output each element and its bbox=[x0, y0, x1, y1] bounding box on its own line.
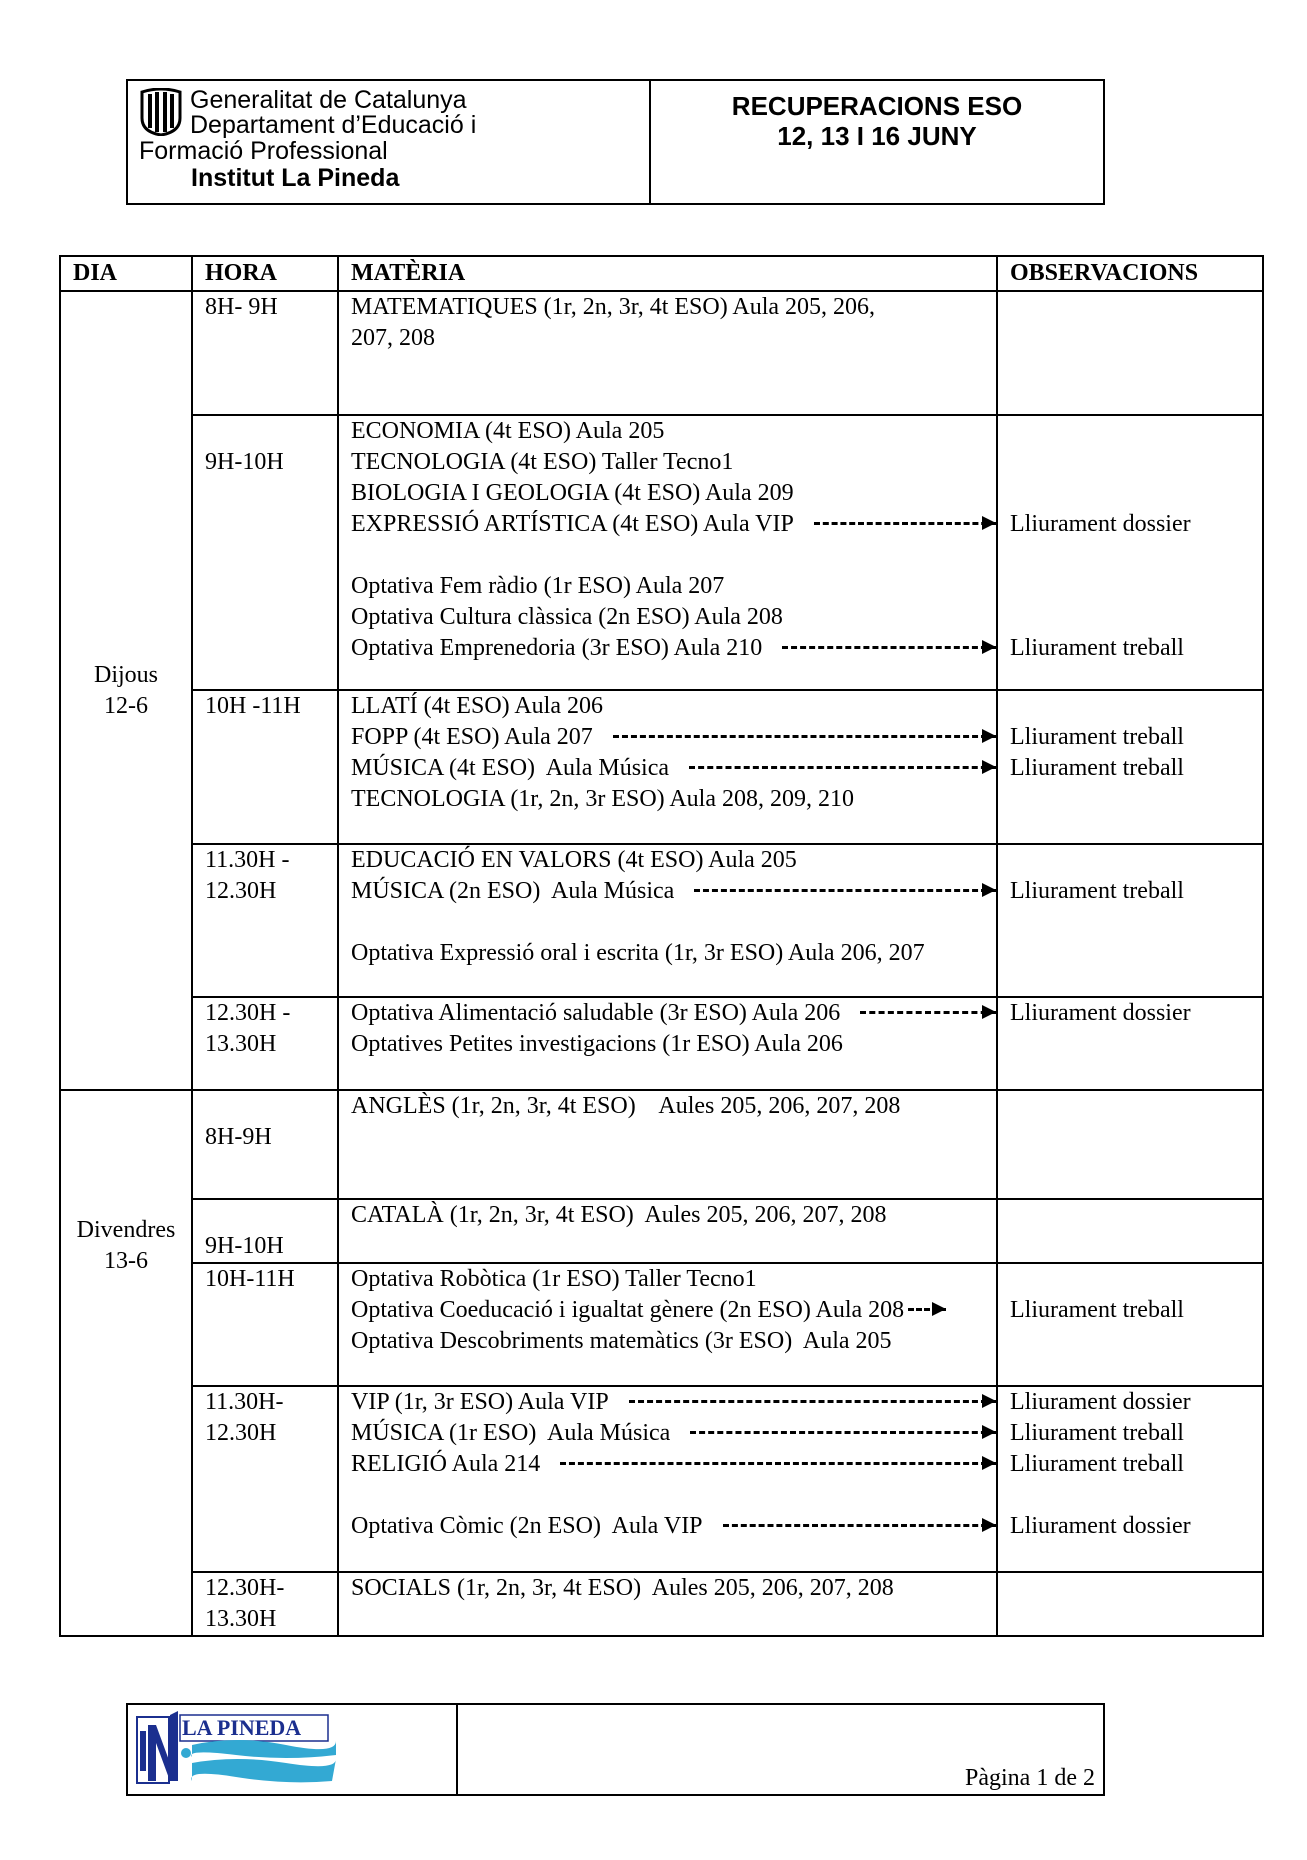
table-row bbox=[60, 1090, 1263, 1199]
observacio-text: Lliurament treball bbox=[1010, 878, 1184, 904]
hora-label: 13.30H bbox=[205, 1606, 277, 1632]
materia-text: FOPP (4t ESO) Aula 207 bbox=[351, 724, 593, 750]
materia-line bbox=[351, 1449, 984, 1480]
dashed-arrow-icon bbox=[908, 1308, 946, 1313]
hora-label: 8H- 9H bbox=[205, 294, 278, 320]
materia-line bbox=[351, 907, 984, 938]
materia-line bbox=[351, 292, 984, 323]
hora-label: 9H-10H bbox=[205, 449, 284, 475]
materia-text: Optativa Fem ràdio (1r ESO) Aula 207 bbox=[351, 573, 725, 599]
observacions-cell bbox=[997, 1386, 1263, 1572]
hora-label: 11.30H - bbox=[205, 847, 290, 873]
observacio-text: Lliurament treball bbox=[1010, 1297, 1184, 1323]
observacio-text bbox=[1010, 571, 1250, 602]
materia-cell bbox=[338, 1199, 997, 1263]
observacio-text bbox=[1010, 292, 1250, 323]
materia-text: EXPRESSIÓ ARTÍSTICA (4t ESO) Aula VIP bbox=[351, 511, 794, 537]
day-label: Dijous bbox=[93, 661, 158, 688]
dashed-arrow-icon bbox=[560, 1462, 996, 1467]
hora-label: 12.30H- bbox=[205, 1575, 285, 1601]
materia-line bbox=[351, 509, 984, 540]
hora-cell bbox=[192, 1386, 338, 1572]
schedule-table bbox=[59, 255, 1264, 1637]
observacio-text: Lliurament dossier bbox=[1010, 1000, 1191, 1026]
materia-line bbox=[351, 1418, 984, 1449]
column-header-materia: MATÈRIA bbox=[338, 256, 997, 291]
materia-text: EDUCACIÓ EN VALORS (4t ESO) Aula 205 bbox=[351, 847, 797, 873]
hora-label: 12.30H bbox=[205, 1420, 277, 1446]
materia-cell bbox=[338, 690, 997, 844]
column-header-hora: HORA bbox=[192, 256, 338, 291]
materia-line bbox=[351, 323, 984, 354]
materia-line bbox=[351, 1029, 984, 1060]
materia-text: Optativa Cultura clàssica (2n ESO) Aula 208 bbox=[351, 604, 783, 630]
dashed-arrow-icon bbox=[782, 646, 996, 651]
observacio-text bbox=[1010, 1029, 1250, 1060]
materia-line bbox=[351, 447, 984, 478]
observacions-cell bbox=[997, 1572, 1263, 1636]
materia-text: MATEMATIQUES (1r, 2n, 3r, 4t ESO) Aula 205, 206, bbox=[351, 294, 876, 320]
materia-line bbox=[351, 784, 984, 815]
materia-line bbox=[351, 998, 984, 1029]
materia-text: 207, 208 bbox=[351, 325, 435, 351]
observacio-text bbox=[1010, 416, 1250, 447]
observacio-text: Lliurament treball bbox=[1010, 1420, 1184, 1446]
materia-line bbox=[351, 1200, 984, 1231]
observacio-text bbox=[1010, 1573, 1250, 1604]
dashed-arrow-icon bbox=[689, 766, 996, 771]
materia-text: Optativa Expressió oral i escrita (1r, 3r ESO) Aula 206, 207 bbox=[351, 940, 925, 966]
materia-text: TECNOLOGIA (1r, 2n, 3r ESO) Aula 208, 209, 210 bbox=[351, 786, 854, 812]
dashed-arrow-icon bbox=[613, 735, 996, 740]
observacions-cell bbox=[997, 844, 1263, 997]
hora-label bbox=[205, 1200, 325, 1231]
materia-text: Optativa Còmic (2n ESO) Aula VIP bbox=[351, 1513, 703, 1539]
hora-cell bbox=[192, 1572, 338, 1636]
materia-cell bbox=[338, 1263, 997, 1386]
observacio-text bbox=[1010, 478, 1250, 509]
hora-cell bbox=[192, 1263, 338, 1386]
observacio-text bbox=[1010, 447, 1250, 478]
table-row bbox=[60, 1572, 1263, 1636]
observacio-text bbox=[1010, 691, 1250, 722]
materia-text: RELIGIÓ Aula 214 bbox=[351, 1451, 541, 1477]
materia-line bbox=[351, 602, 984, 633]
hora-cell bbox=[192, 291, 338, 415]
observacions-cell bbox=[997, 1090, 1263, 1199]
materia-line bbox=[351, 1295, 984, 1326]
title-line-2: 12, 13 I 16 JUNY bbox=[777, 121, 977, 151]
materia-line bbox=[351, 845, 984, 876]
materia-text: MÚSICA (4t ESO) Aula Música bbox=[351, 755, 669, 781]
la-pineda-logo-icon bbox=[136, 1711, 336, 1787]
materia-line bbox=[351, 753, 984, 784]
materia-line bbox=[351, 1326, 984, 1357]
observacions-cell bbox=[997, 690, 1263, 844]
day-label: 13-6 bbox=[104, 1248, 148, 1274]
hora-cell bbox=[192, 1090, 338, 1199]
hora-cell bbox=[192, 844, 338, 997]
observacio-text: Lliurament treball bbox=[1010, 635, 1184, 661]
materia-text: Optativa Descobriments matemàtics (3r ESO) Aula 205 bbox=[351, 1328, 892, 1354]
materia-line bbox=[351, 540, 984, 571]
observacio-text bbox=[1010, 540, 1250, 571]
title-line-1: RECUPERACIONS ESO bbox=[731, 91, 1023, 121]
institution-block bbox=[128, 81, 651, 203]
materia-line bbox=[351, 633, 984, 664]
dashed-arrow-icon bbox=[694, 889, 996, 894]
hora-label bbox=[205, 416, 325, 447]
materia-line bbox=[351, 722, 984, 753]
observacio-text: Lliurament treball bbox=[1010, 724, 1184, 750]
hora-label: 12.30H bbox=[205, 878, 277, 904]
materia-line bbox=[351, 416, 984, 447]
org-line-3: Formació Professional bbox=[139, 137, 388, 165]
hora-cell bbox=[192, 1199, 338, 1263]
document-header bbox=[126, 79, 1105, 205]
materia-text: Optativa Emprenedoria (3r ESO) Aula 210 bbox=[351, 635, 763, 661]
hora-label: 10H-11H bbox=[205, 1266, 295, 1292]
day-label: 12-6 bbox=[104, 692, 148, 719]
materia-line bbox=[351, 938, 984, 969]
table-row bbox=[60, 844, 1263, 997]
materia-line bbox=[351, 478, 984, 509]
hora-label: 8H-9H bbox=[205, 1124, 272, 1150]
materia-text: Optativa Robòtica (1r ESO) Taller Tecno1 bbox=[351, 1266, 757, 1292]
logo-text: LA PINEDA bbox=[182, 1715, 302, 1740]
observacio-text bbox=[1010, 938, 1250, 969]
dashed-arrow-icon bbox=[690, 1431, 996, 1436]
materia-text: ANGLÈS (1r, 2n, 3r, 4t ESO) Aules 205, 206, 207, 208 bbox=[351, 1093, 901, 1119]
observacio-text bbox=[1010, 1480, 1250, 1511]
hora-label: 11.30H- bbox=[205, 1389, 284, 1415]
table-row bbox=[60, 1263, 1263, 1386]
materia-line bbox=[351, 1480, 984, 1511]
generalitat-seal-icon bbox=[139, 88, 183, 136]
materia-line bbox=[351, 1511, 984, 1542]
observacio-text bbox=[1010, 1326, 1250, 1357]
materia-line bbox=[351, 876, 984, 907]
observacio-text bbox=[1010, 907, 1250, 938]
day-cell bbox=[60, 291, 192, 1090]
materia-line bbox=[351, 1264, 984, 1295]
materia-text: Optativa Coeducació i igualtat gènere (2n ESO) Aula 208 bbox=[351, 1297, 905, 1323]
observacions-cell bbox=[997, 1263, 1263, 1386]
materia-text: CATALÀ (1r, 2n, 3r, 4t ESO) Aules 205, 206, 207, 208 bbox=[351, 1202, 887, 1228]
table-row bbox=[60, 1386, 1263, 1572]
materia-cell bbox=[338, 844, 997, 997]
observacio-text: Lliurament dossier bbox=[1010, 1389, 1191, 1415]
hora-label bbox=[205, 1091, 325, 1122]
observacio-text bbox=[1010, 784, 1250, 815]
materia-text: MÚSICA (1r ESO) Aula Música bbox=[351, 1420, 671, 1446]
org-line-1: Generalitat de Catalunya bbox=[190, 86, 467, 114]
observacio-text bbox=[1010, 1200, 1250, 1231]
materia-text: LLATÍ (4t ESO) Aula 206 bbox=[351, 693, 603, 719]
hora-label: 12.30H - bbox=[205, 1000, 291, 1026]
hora-label: 9H-10H bbox=[205, 1233, 284, 1259]
observacions-cell bbox=[997, 291, 1263, 415]
day-cell bbox=[60, 1090, 192, 1636]
table-row bbox=[60, 1199, 1263, 1263]
observacions-cell bbox=[997, 415, 1263, 690]
observacio-text bbox=[1010, 1091, 1250, 1122]
hora-label: 10H -11H bbox=[205, 693, 301, 719]
observacio-text: Lliurament treball bbox=[1010, 755, 1184, 781]
table-row bbox=[60, 291, 1263, 415]
observacio-text bbox=[1010, 845, 1250, 876]
dashed-arrow-icon bbox=[629, 1400, 996, 1405]
observacions-cell bbox=[997, 997, 1263, 1090]
materia-cell bbox=[338, 291, 997, 415]
table-row bbox=[60, 415, 1263, 690]
observacions-cell bbox=[997, 1199, 1263, 1263]
materia-cell bbox=[338, 1572, 997, 1636]
materia-text: TECNOLOGIA (4t ESO) Taller Tecno1 bbox=[351, 449, 734, 475]
materia-line bbox=[351, 571, 984, 602]
observacio-text: Lliurament dossier bbox=[1010, 511, 1191, 537]
document-title bbox=[651, 81, 1103, 203]
materia-text: ECONOMIA (4t ESO) Aula 205 bbox=[351, 418, 665, 444]
table-row bbox=[60, 997, 1263, 1090]
day-label: Divendres bbox=[76, 1217, 176, 1243]
observacio-text: Lliurament treball bbox=[1010, 1451, 1184, 1477]
materia-line bbox=[351, 1387, 984, 1418]
document-footer bbox=[126, 1703, 1105, 1796]
dashed-arrow-icon bbox=[814, 522, 996, 527]
materia-text: MÚSICA (2n ESO) Aula Música bbox=[351, 878, 675, 904]
school-name: Institut La Pineda bbox=[191, 164, 400, 192]
column-header-observacions: OBSERVACIONS bbox=[997, 256, 1263, 291]
observacio-text bbox=[1010, 602, 1250, 633]
hora-cell bbox=[192, 415, 338, 690]
materia-cell bbox=[338, 415, 997, 690]
page-number: Pàgina 1 de 2 bbox=[965, 1765, 1095, 1791]
observacio-text: Lliurament dossier bbox=[1010, 1513, 1191, 1539]
dashed-arrow-icon bbox=[723, 1524, 996, 1529]
materia-line bbox=[351, 691, 984, 722]
materia-cell bbox=[338, 997, 997, 1090]
footer-page-cell bbox=[458, 1705, 1103, 1794]
table-row bbox=[60, 690, 1263, 844]
materia-line bbox=[351, 1091, 984, 1122]
observacio-text bbox=[1010, 1264, 1250, 1295]
column-header-dia: DIA bbox=[60, 256, 192, 291]
hora-cell bbox=[192, 997, 338, 1090]
materia-cell bbox=[338, 1090, 997, 1199]
materia-text: Optatives Petites investigacions (1r ESO) Aula 206 bbox=[351, 1031, 843, 1057]
footer-logo-cell bbox=[128, 1705, 458, 1794]
dashed-arrow-icon bbox=[860, 1011, 996, 1016]
materia-text: VIP (1r, 3r ESO) Aula VIP bbox=[351, 1389, 609, 1415]
materia-text: Optativa Alimentació saludable (3r ESO) Aula 206 bbox=[351, 1000, 841, 1026]
hora-label: 13.30H bbox=[205, 1031, 277, 1057]
observacio-text bbox=[1010, 323, 1250, 354]
materia-text: BIOLOGIA I GEOLOGIA (4t ESO) Aula 209 bbox=[351, 480, 794, 506]
org-line-2: Departament d’Educació i bbox=[190, 111, 477, 139]
materia-text: SOCIALS (1r, 2n, 3r, 4t ESO) Aules 205, 206, 207, 208 bbox=[351, 1575, 894, 1601]
materia-line bbox=[351, 1573, 984, 1604]
hora-cell bbox=[192, 690, 338, 844]
materia-cell bbox=[338, 1386, 997, 1572]
table-header-row bbox=[60, 256, 1263, 291]
